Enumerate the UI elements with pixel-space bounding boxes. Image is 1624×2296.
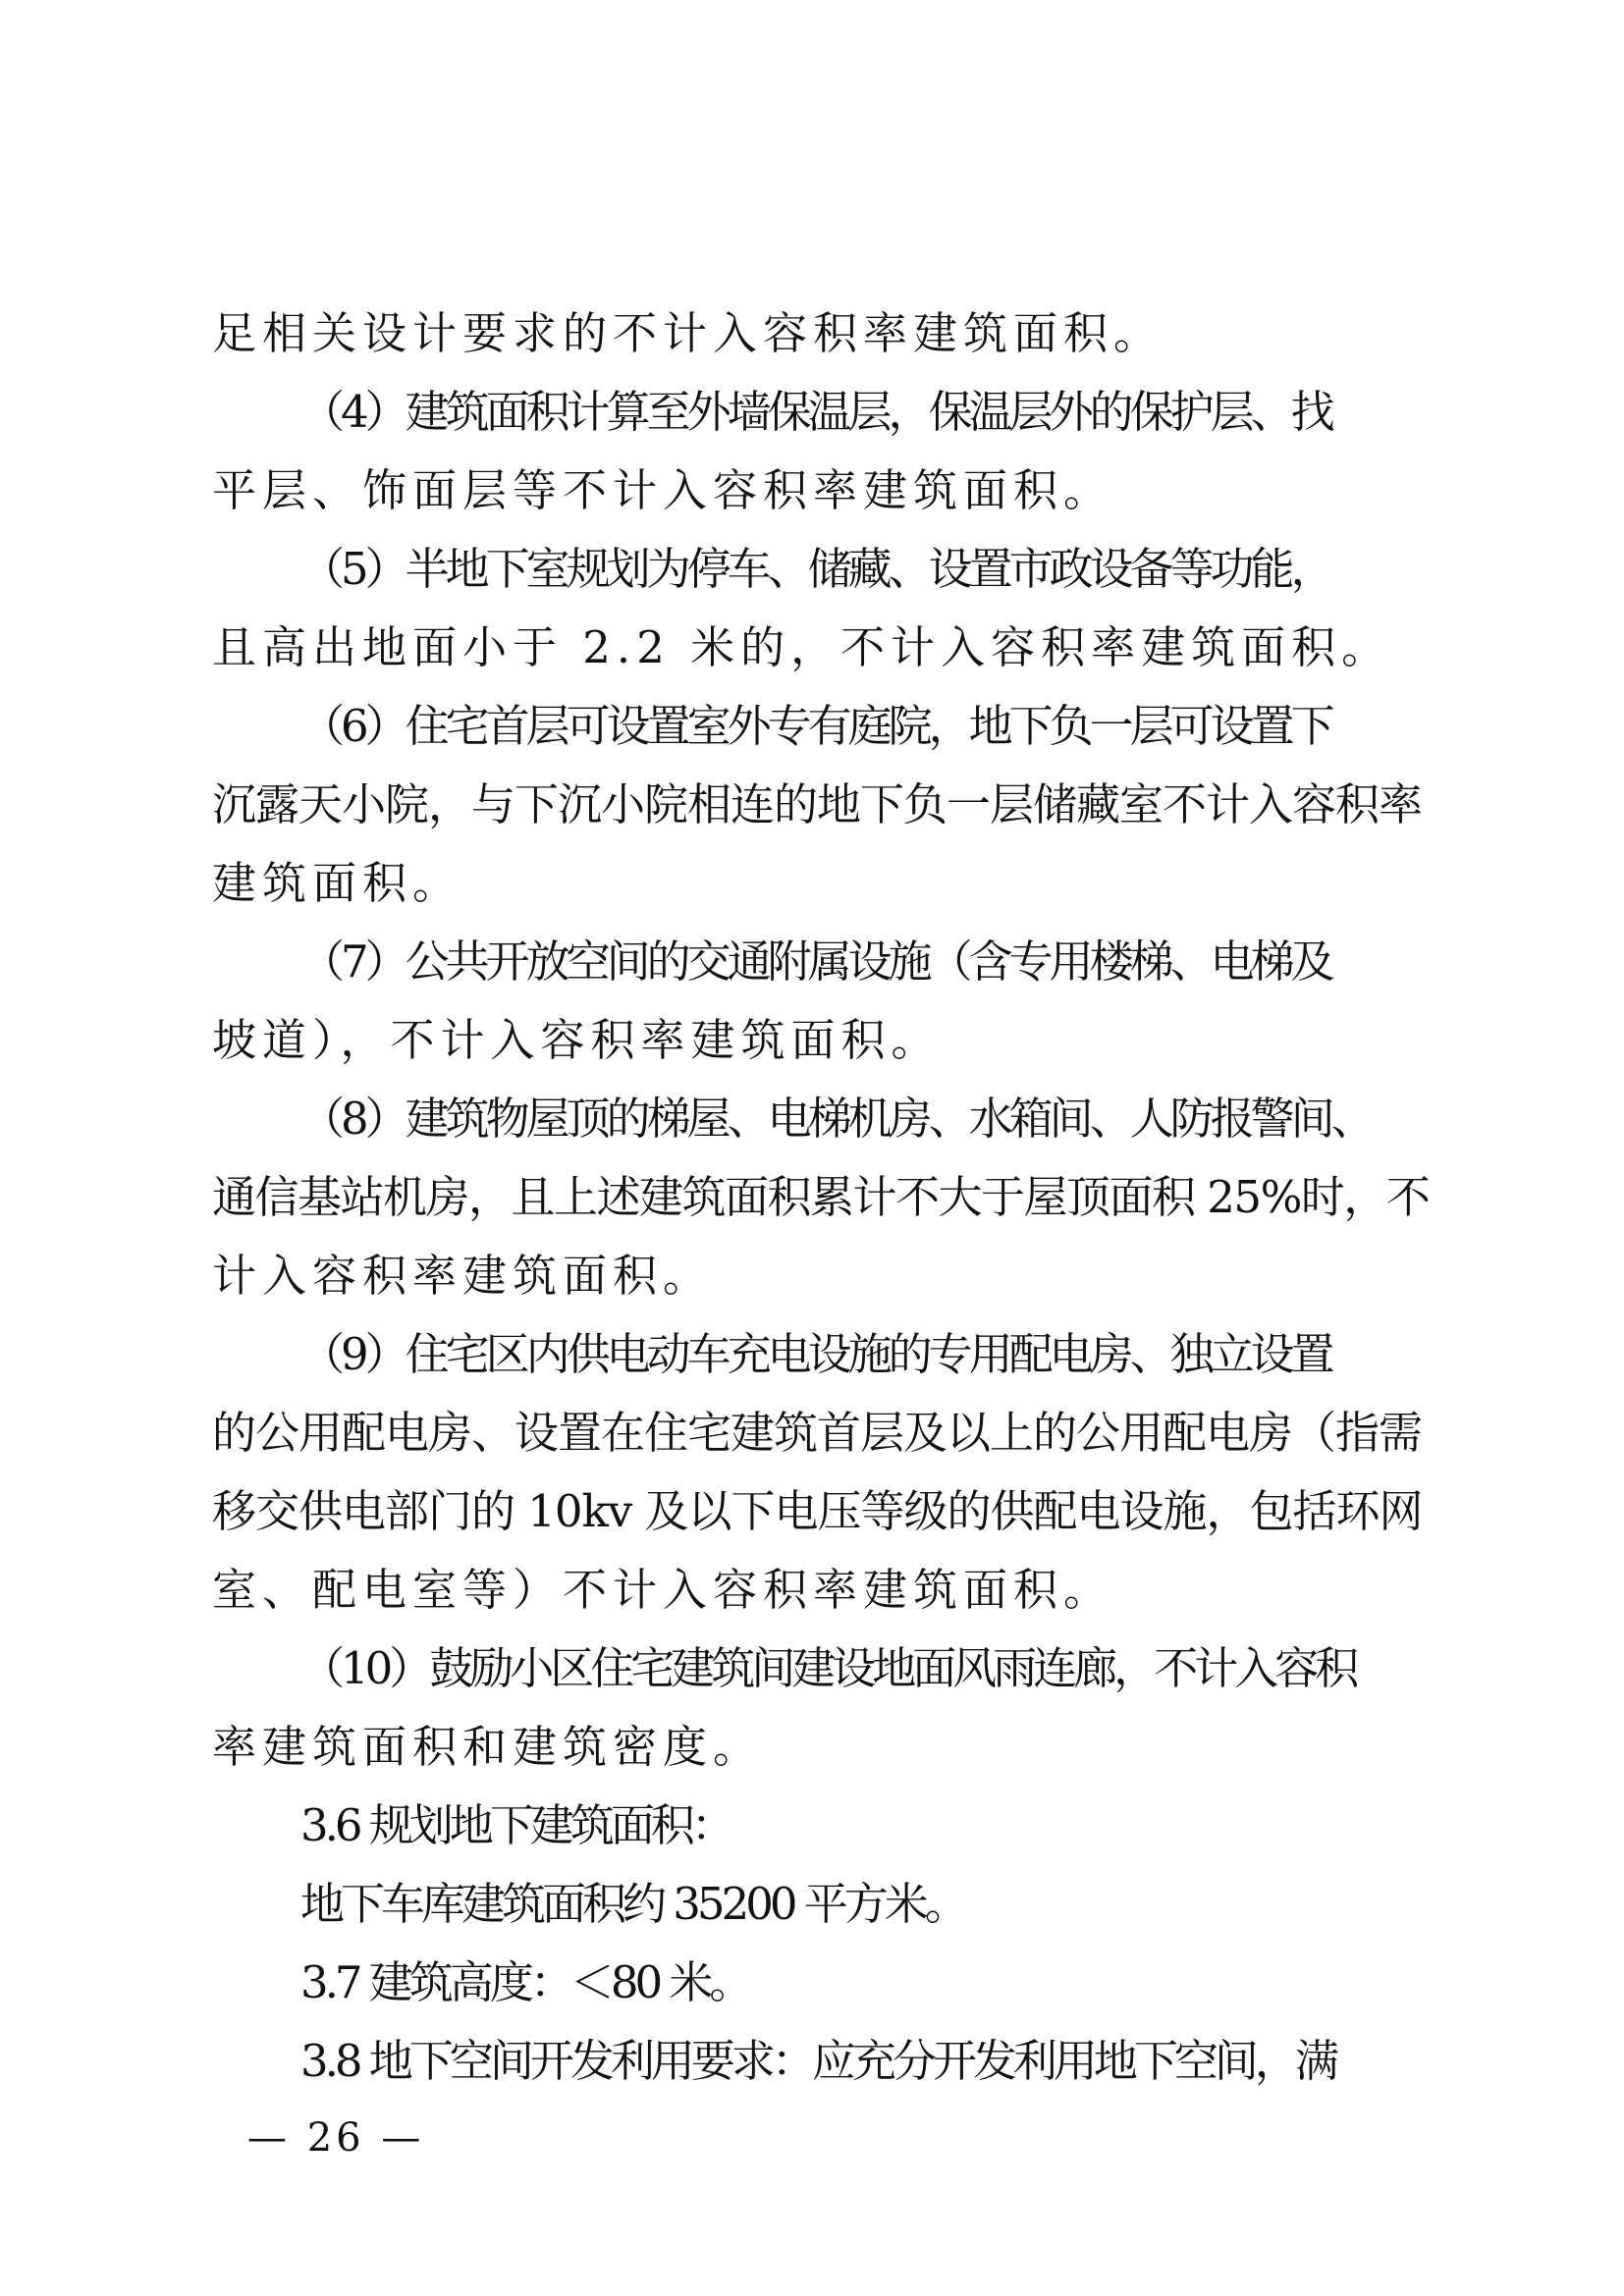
text-line-19: 率建筑面积和建筑密度。 <box>212 1721 764 1773</box>
text-line-14: （9）住宅区内供电动车充电设施的专用配电房、独立设置 <box>300 1328 1331 1380</box>
text-line-9: （7）公共开放空间的交通附属设施（含专用楼梯、电梯及 <box>300 935 1331 988</box>
text-line-18: （10）鼓励小区住宅建筑间建设地面风雨连廊，不计入容积 <box>300 1642 1356 1694</box>
text-line-5: 且高出地面小于 2.2 米的，不计入容积率建筑面积。 <box>212 621 1392 673</box>
text-line-22: 3.7 建筑高度：＜80 米。 <box>300 1956 750 2008</box>
text-line-13: 计入容积率建筑面积。 <box>212 1250 714 1302</box>
text-line-16: 移交供电部门的 10kv 及以下电压等级的供配电设施，包括环网 <box>212 1485 1423 1537</box>
text-line-1: 足相关设计要求的不计入容积率建筑面积。 <box>212 307 1164 359</box>
text-line-23: 3.8 地下空间开发利用要求：应充分开发利用地下空间，满 <box>300 2035 1335 2087</box>
text-line-12: 通信基站机房，且上述建筑面积累计不大于屋顶面积 25%时，不 <box>212 1171 1430 1223</box>
text-line-15: 的公用配电房、设置在住宅建筑首层及以上的公用配电房（指需 <box>212 1407 1423 1459</box>
text-line-10: 坡道），不计入容积率建筑面积。 <box>212 1014 942 1066</box>
text-line-3: 平层、饰面层等不计入容积率建筑面积。 <box>212 464 1114 516</box>
text-line-17: 室、配电室等）不计入容积率建筑面积。 <box>212 1564 1114 1616</box>
page-number: — 26 — <box>247 2115 425 2161</box>
text-line-6: （6）住宅首层可设置室外专有庭院，地下负一层可设置下 <box>300 700 1331 752</box>
text-line-21: 地下车库建筑面积约 35200 平方米。 <box>300 1878 965 1930</box>
text-line-8: 建筑面积。 <box>212 857 463 909</box>
text-line-4: （5）半地下室规划为停车、储藏、设置市政设备等功能， <box>300 543 1331 595</box>
text-line-20: 3.6 规划地下建筑面积： <box>300 1799 731 1851</box>
text-line-2: （4）建筑面积计算至外墙保温层，保温层外的保护层、找 <box>300 386 1331 438</box>
text-line-11: （8）建筑物屋顶的梯屋、电梯机房、水箱间、人防报警间、 <box>300 1093 1372 1145</box>
text-line-7: 沉露天小院，与下沉小院相连的地下负一层储藏室不计入容积率 <box>212 778 1423 830</box>
